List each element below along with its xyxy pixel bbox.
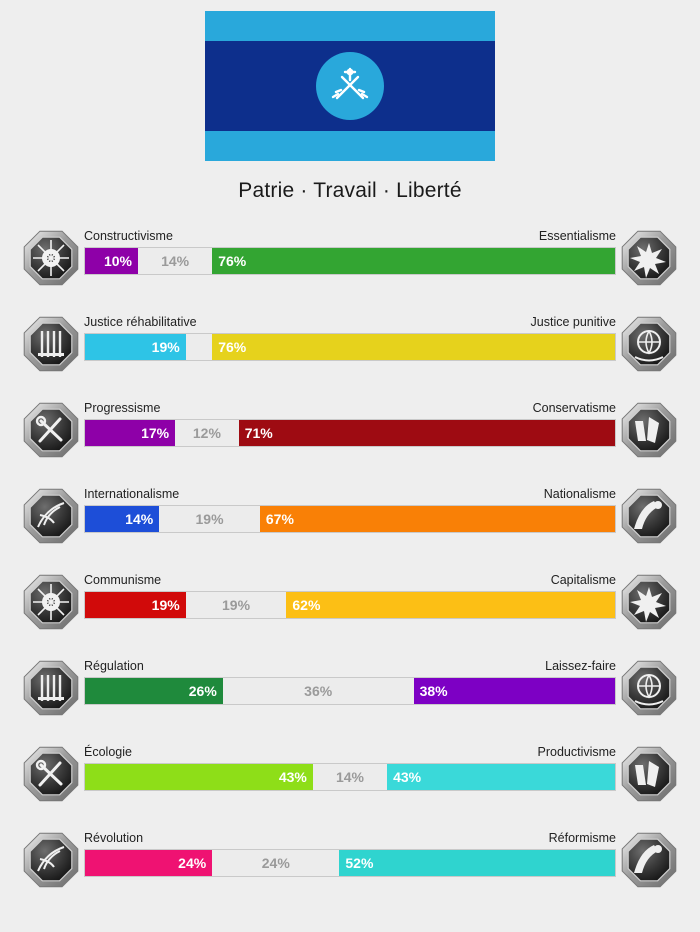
globe-laurel-badge: [20, 485, 82, 547]
prison-bars-badge: [618, 313, 680, 375]
axis-right-label: Conservatisme: [532, 401, 616, 415]
globe-laurel-badge: [20, 485, 82, 547]
axis-bar: [84, 677, 616, 705]
axis-labels: [84, 229, 616, 243]
axis-center: [76, 571, 624, 633]
ruler-regulation-badge: [20, 657, 82, 719]
prison-bars-badge: [618, 313, 680, 375]
axis-bar-left-segment: 43%: [85, 764, 313, 790]
axis-row: [20, 473, 680, 559]
axis-bar-left-segment: 19%: [85, 334, 186, 360]
constructivism-badge: [20, 227, 82, 289]
page-title: Patrie · Travail · Liberté: [238, 179, 462, 202]
free-market-badge: [618, 657, 680, 719]
axis-labels: [84, 487, 616, 501]
axis-right-label: Productivisme: [537, 745, 616, 759]
free-market-badge: [618, 657, 680, 719]
money-badge: [618, 571, 680, 633]
axis-left-label: Révolution: [84, 831, 144, 845]
axis-row: [20, 215, 680, 301]
axis-row-inner: [20, 739, 680, 809]
axis-labels: [84, 573, 616, 587]
axis-bar-neutral-segment: 19%: [159, 506, 260, 532]
flag-emblem: [316, 52, 384, 120]
axis-center: [76, 313, 624, 375]
leaf-ecology-badge: [20, 743, 82, 805]
axis-bar-neutral-segment: [186, 334, 213, 360]
axis-bar: [84, 333, 616, 361]
axis-bar-right-segment: 52%: [339, 850, 615, 876]
axis-center: [76, 227, 624, 289]
flag-stripe-top: [205, 11, 495, 41]
axis-row-inner: [20, 825, 680, 895]
progress-badge: [20, 399, 82, 461]
essentialism-badge: [618, 227, 680, 289]
reformism-badge: [618, 829, 680, 891]
axis-bar-right-segment: 38%: [414, 678, 615, 704]
axis-row: [20, 387, 680, 473]
crossed-torch-wheat-emblem: [324, 60, 376, 112]
axis-left-label: Régulation: [84, 659, 144, 673]
axis-left-label: Internationalisme: [84, 487, 180, 501]
axis-bar-right-segment: 76%: [212, 334, 615, 360]
progress-badge: [20, 399, 82, 461]
axis-left-label: Constructivisme: [84, 229, 173, 243]
axis-row: [20, 731, 680, 817]
axis-bar: [84, 419, 616, 447]
axis-bar: [84, 763, 616, 791]
axis-bar-right-segment: 43%: [387, 764, 615, 790]
revolution-badge: [20, 829, 82, 891]
axis-labels: [84, 401, 616, 415]
axis-bar-right-segment: 71%: [239, 420, 615, 446]
axis-labels: [84, 659, 616, 673]
axis-bar-neutral-segment: 24%: [212, 850, 339, 876]
axis-right-label: Essentialisme: [538, 229, 616, 243]
axis-bar: [84, 591, 616, 619]
axis-center: [76, 485, 624, 547]
axis-bar-right-segment: 76%: [212, 248, 615, 274]
axis-bar-neutral-segment: 12%: [175, 420, 239, 446]
flag-badge: [618, 485, 680, 547]
axis-row-inner: [20, 223, 680, 293]
axis-bar-left-segment: 26%: [85, 678, 223, 704]
axis-bar-right-segment: 62%: [286, 592, 615, 618]
suit-badge: [618, 399, 680, 461]
axis-row: [20, 301, 680, 387]
handshake-badge: [20, 313, 82, 375]
axis-bar: [84, 247, 616, 275]
flag-stripe-bottom: [205, 131, 495, 161]
axis-bar-left-segment: 19%: [85, 592, 186, 618]
axis-center: [76, 743, 624, 805]
axis-center: [76, 399, 624, 461]
reformism-badge: [618, 829, 680, 891]
axis-left-label: Justice réhabilitative: [84, 315, 197, 329]
national-flag: [205, 11, 495, 161]
axis-bar: [84, 849, 616, 877]
axis-row-inner: [20, 395, 680, 465]
axis-bar-left-segment: 24%: [85, 850, 212, 876]
flag-badge: [618, 485, 680, 547]
handshake-badge: [20, 313, 82, 375]
axis-right-label: Justice punitive: [530, 315, 616, 329]
flag-container: [205, 11, 495, 161]
axis-bar-right-segment: 67%: [260, 506, 615, 532]
axes-list: [0, 215, 700, 903]
axis-labels: [84, 315, 616, 329]
axis-bar-neutral-segment: 19%: [186, 592, 287, 618]
axis-bar-left-segment: 14%: [85, 506, 159, 532]
axis-bar-neutral-segment: 36%: [223, 678, 414, 704]
axis-bar-left-segment: 17%: [85, 420, 175, 446]
money-badge: [618, 571, 680, 633]
axis-left-label: Progressisme: [84, 401, 161, 415]
essentialism-badge: [618, 227, 680, 289]
axis-bar: [84, 505, 616, 533]
axis-labels: [84, 745, 616, 759]
axis-bar-neutral-segment: 14%: [138, 248, 212, 274]
factory-badge: [618, 743, 680, 805]
axis-center: [76, 657, 624, 719]
axis-left-label: Communisme: [84, 573, 162, 587]
axis-left-label: Écologie: [84, 745, 132, 759]
constructivism-badge: [20, 227, 82, 289]
axis-row: [20, 817, 680, 903]
axis-labels: [84, 831, 616, 845]
axis-right-label: Capitalisme: [550, 573, 616, 587]
axis-center: [76, 829, 624, 891]
hammer-sickle-badge: [20, 571, 82, 633]
axis-row-inner: [20, 309, 680, 379]
leaf-ecology-badge: [20, 743, 82, 805]
axis-row-inner: [20, 481, 680, 551]
axis-bar-neutral-segment: 14%: [313, 764, 387, 790]
revolution-badge: [20, 829, 82, 891]
factory-badge: [618, 743, 680, 805]
suit-badge: [618, 399, 680, 461]
axis-row-inner: [20, 567, 680, 637]
axis-right-label: Laissez-faire: [545, 659, 616, 673]
axis-row: [20, 645, 680, 731]
axis-bar-left-segment: 10%: [85, 248, 138, 274]
axis-row: [20, 559, 680, 645]
axis-row-inner: [20, 653, 680, 723]
axis-right-label: Réformisme: [548, 831, 616, 845]
axis-right-label: Nationalisme: [543, 487, 616, 501]
hammer-sickle-badge: [20, 571, 82, 633]
ruler-regulation-badge: [20, 657, 82, 719]
